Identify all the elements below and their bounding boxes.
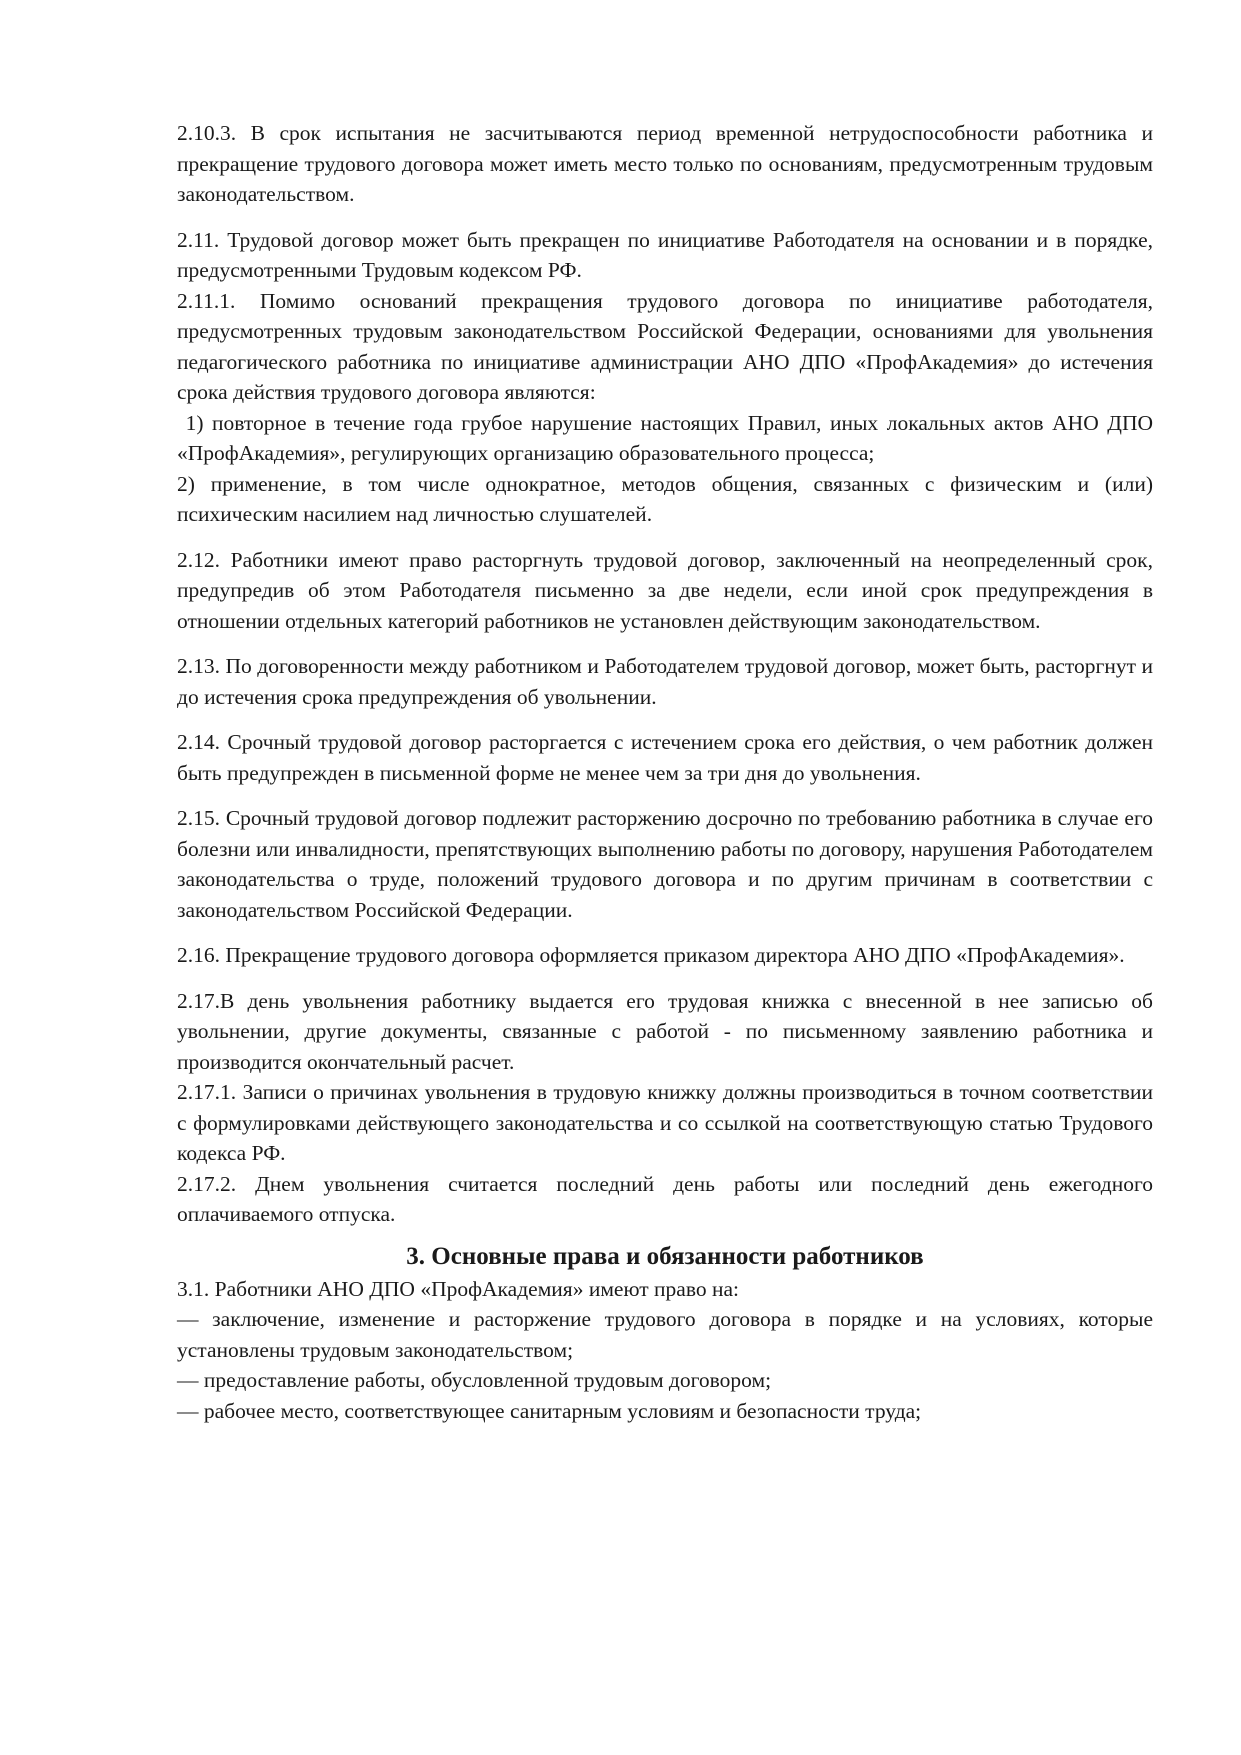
rights-list-item-text: заключение, изменение и расторжение трудового договора в порядке и на условиях, которые установлены трудовым законодательством; [177, 1307, 1153, 1362]
paragraph-2-14: 2.14. Срочный трудовой договор расторгается с истечением срока его действия, о чем работник должен быть предупрежден в письменной форме не менее чем за три дня до увольнения. [177, 730, 1153, 785]
paragraph-2-17: 2.17.В день увольнения работнику выдается его трудовая книжка с внесенной в нее записью об увольнении, другие документы, связанные с работой - по письменному заявлению работника и производится окончательный расчет. [177, 988, 1153, 1074]
paragraph-2-12: 2.12. Работники имеют право расторгнуть трудовой договор, заключенный на неопределенный срок, предупредив об этом Работодателя письменно за две недели, если иной срок предупреждения в отношении отдельных категорий работников не установлен действующим законодательством. [177, 547, 1153, 633]
list-item-2-11-1-2: 2) применение, в том числе однократное, методов общения, связанных с физическим и (или) психическим насилием над личностью слушателей. [177, 471, 1153, 526]
paragraph-2-11: 2.11. Трудовой договор может быть прекращен по инициативе Работодателя на основании и в порядке, предусмотренными Трудовым кодексом РФ. [177, 227, 1153, 282]
paragraph-2-17-2: 2.17.2. Днем увольнения считается последний день работы или последний день ежегодного оплачиваемого отпуска. [177, 1171, 1153, 1226]
section-heading: 3. Основные права и обязанности работников [406, 1242, 924, 1270]
paragraph-2-11-1: 2.11.1. Помимо оснований прекращения трудового договора по инициативе работодателя, предусмотренных трудовым законодательством Российской Федерации, основаниями для увольнения педагогического работника по инициативе администрации АНО ДПО «ПрофАкадемия» до истечения срока действия трудового договора являются: [177, 288, 1153, 404]
dash-bullet-icon: — [177, 1398, 199, 1423]
dash-bullet-icon: — [177, 1307, 199, 1331]
rights-list-item [177, 1304, 1153, 1365]
paragraph-2-13: 2.13. По договоренности между работником и Работодателем трудовой договор, может быть, расторгнут и до истечения срока предупреждения об увольнении. [177, 654, 1153, 709]
document-page [177, 118, 1159, 1426]
rights-list-item-text: предоставление работы, обусловленной трудовым договором; [198, 1368, 772, 1392]
dash-bullet-icon: — [177, 1368, 199, 1392]
rights-list-item-text: рабочее место, соответствующее санитарным условиям и безопасности труда; [198, 1398, 922, 1423]
paragraph-2-16: 2.16. Прекращение трудового договора оформляется приказом директора АНО ДПО «ПрофАкадемия». [177, 943, 1125, 967]
paragraph-2-10-3: 2.10.3. В срок испытания не засчитываются период временной нетрудоспособности работника и прекращение трудового договора может иметь место только по основаниям, предусмотренным трудовым законодательством. [177, 121, 1153, 206]
rights-list-item [177, 1396, 1153, 1427]
paragraph-2-15: 2.15. Срочный трудовой договор подлежит расторжению досрочно по требованию работника в случае его болезни или инвалидности, препятствующих выполнению работы по договору, нарушения Работодателем законодательства о труде, положений трудового договора и по другим причинам в соответствии с законодательством Российской Федерации. [177, 806, 1153, 922]
rights-list-item [177, 1365, 1153, 1396]
paragraph-2-17-1: 2.17.1. Записи о причинах увольнения в трудовую книжку должны производиться в точном соответствии с формулировками действующего законодательства и со ссылкой на соответствующую статью Трудового кодекса РФ. [177, 1080, 1153, 1165]
list-item-2-11-1-1: 1) повторное в течение года грубое нарушение настоящих Правил, иных локальных актов АНО ДПО «ПрофАкадемия», регулирующих организацию образовательного процесса; [177, 410, 1159, 465]
paragraph-3-1: 3.1. Работники АНО ДПО «ПрофАкадемия» имеют право на: [177, 1276, 739, 1301]
